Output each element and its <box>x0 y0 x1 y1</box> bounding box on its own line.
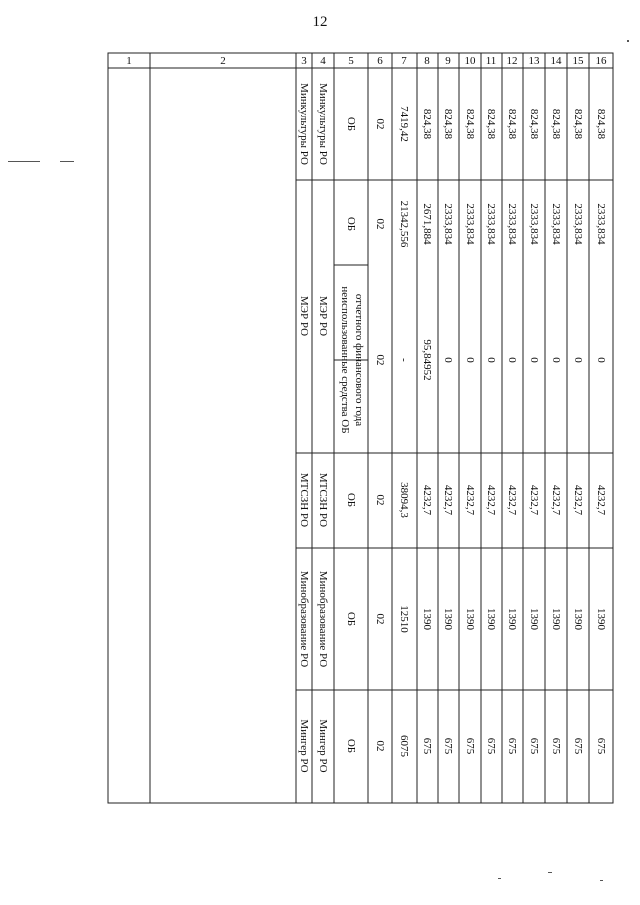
table-cell: 7419,42 <box>398 106 410 142</box>
header-mer-ob: ОБ <box>345 216 357 232</box>
header-mer-unused-2: отчетного финансового года <box>353 293 365 427</box>
table-cell: 2333,834 <box>485 203 497 245</box>
column-number: 8 <box>424 55 430 67</box>
header-mer-unused: неиспользованные средства ОБ <box>339 286 351 434</box>
table-cell: 1390 <box>595 608 607 630</box>
header-minobr-code: 02 <box>374 613 386 625</box>
table-cell: 2333,834 <box>595 203 607 245</box>
table-cell: 2333,834 <box>572 203 584 245</box>
table-cell: 4232,7 <box>442 484 454 516</box>
table-cell: 824,38 <box>506 108 518 140</box>
header-minger-ob: ОБ <box>345 738 357 754</box>
table-cell: 2333,834 <box>528 203 540 245</box>
table-cell: 0 <box>442 357 454 363</box>
header-mer-ob-code: 02 <box>374 218 386 230</box>
table-cell: 12510 <box>398 605 410 633</box>
column-number: 3 <box>301 55 307 67</box>
table-cell: 4232,7 <box>485 484 497 516</box>
table-cell: 824,38 <box>421 108 433 140</box>
header-mer-unused-code: 02 <box>374 354 386 366</box>
header-mtszn-code: 02 <box>374 494 386 506</box>
header-minger-code: 02 <box>374 740 386 752</box>
header-minger-sub: Мингер РО <box>317 719 329 773</box>
column-number: 13 <box>528 55 540 67</box>
scan-mark <box>8 161 40 162</box>
column-number: 14 <box>550 55 562 67</box>
table-cell: 675 <box>528 737 540 755</box>
table-cell: 1390 <box>485 608 497 630</box>
column-number: 15 <box>572 55 584 67</box>
table-cell: 1390 <box>550 608 562 630</box>
table-cell: 4232,7 <box>550 484 562 516</box>
table-cell: 21342,556 <box>398 200 410 248</box>
table-cell: 0 <box>572 357 584 363</box>
header-minkultury: Минкультуры РО <box>298 83 310 165</box>
table-cell: 675 <box>506 737 518 755</box>
table-cell: 675 <box>572 737 584 755</box>
column-number: 7 <box>401 55 407 67</box>
table-cell: 1390 <box>421 608 433 630</box>
table-cell: 824,38 <box>528 108 540 140</box>
table-cell: 4232,7 <box>506 484 518 516</box>
scan-mark <box>548 872 552 873</box>
table-cell: 824,38 <box>464 108 476 140</box>
table-cell: 1390 <box>506 608 518 630</box>
column-number: 16 <box>595 55 607 67</box>
column-number: 5 <box>348 55 354 67</box>
table-cell: 675 <box>485 737 497 755</box>
table-cell: 38094,3 <box>398 482 410 518</box>
header-mtszn-sub: МТСЗН РО <box>317 472 329 528</box>
table-cell: 1390 <box>572 608 584 630</box>
column-number: 1 <box>126 55 132 67</box>
header-mtszn: МТСЗН РО <box>298 472 310 528</box>
column-number: 2 <box>220 55 226 67</box>
table-cell: 675 <box>421 737 433 755</box>
header-minkultury-ob: ОБ <box>345 116 357 132</box>
scan-mark <box>600 880 603 881</box>
header-mer-sub: МЭР РО <box>317 295 329 337</box>
table-cell: 2671,884 <box>421 203 433 245</box>
table-cell: 6075 <box>398 735 410 757</box>
table-cell: 4232,7 <box>572 484 584 516</box>
table-cell: 0 <box>550 357 562 363</box>
header-minkultury-sub: Минкультуры РО <box>317 83 329 165</box>
table-cell: 675 <box>464 737 476 755</box>
table-cell: 1390 <box>464 608 476 630</box>
header-minkultury-code: 02 <box>374 118 386 130</box>
table-cell: 824,38 <box>595 108 607 140</box>
table-cell: 4232,7 <box>528 484 540 516</box>
table-cell: 2333,834 <box>464 203 476 245</box>
table-cell: 95,84952 <box>421 339 433 381</box>
table-cell: 0 <box>595 357 607 363</box>
table-cell: 2333,834 <box>506 203 518 245</box>
header-mer: МЭР РО <box>298 295 310 337</box>
scan-mark <box>627 40 629 42</box>
column-number: 12 <box>506 55 518 67</box>
header-mtszn-ob: ОБ <box>345 492 357 508</box>
table-cell: 824,38 <box>550 108 562 140</box>
header-minobr-ob: ОБ <box>345 611 357 627</box>
column-number: 9 <box>445 55 451 67</box>
table-cell: 824,38 <box>442 108 454 140</box>
table-cell: 675 <box>550 737 562 755</box>
table-cell: - <box>398 358 410 362</box>
table-cell: 2333,834 <box>442 203 454 245</box>
header-minobr-sub: Минобразование РО <box>317 570 329 668</box>
table-cell: 4232,7 <box>595 484 607 516</box>
header-minger: Мингер РО <box>298 719 310 773</box>
column-number: 11 <box>485 55 497 67</box>
table-cell: 0 <box>528 357 540 363</box>
table-cell: 1390 <box>442 608 454 630</box>
table-cell: 4232,7 <box>464 484 476 516</box>
column-number: 4 <box>320 55 326 67</box>
scan-mark <box>498 878 501 879</box>
header-minobr: Минобразование РО <box>298 570 310 668</box>
page-number: 12 <box>312 14 328 30</box>
column-number: 10 <box>464 55 476 67</box>
table-cell: 0 <box>464 357 476 363</box>
scan-mark <box>60 161 74 162</box>
table-cell: 675 <box>595 737 607 755</box>
column-number: 6 <box>377 55 383 67</box>
table-cell: 0 <box>485 357 497 363</box>
table-cell: 824,38 <box>572 108 584 140</box>
table-cell: 0 <box>506 357 518 363</box>
table-cell: 1390 <box>528 608 540 630</box>
table-cell: 4232,7 <box>421 484 433 516</box>
table-cell: 824,38 <box>485 108 497 140</box>
table-cell: 2333,834 <box>550 203 562 245</box>
table-cell: 675 <box>442 737 454 755</box>
